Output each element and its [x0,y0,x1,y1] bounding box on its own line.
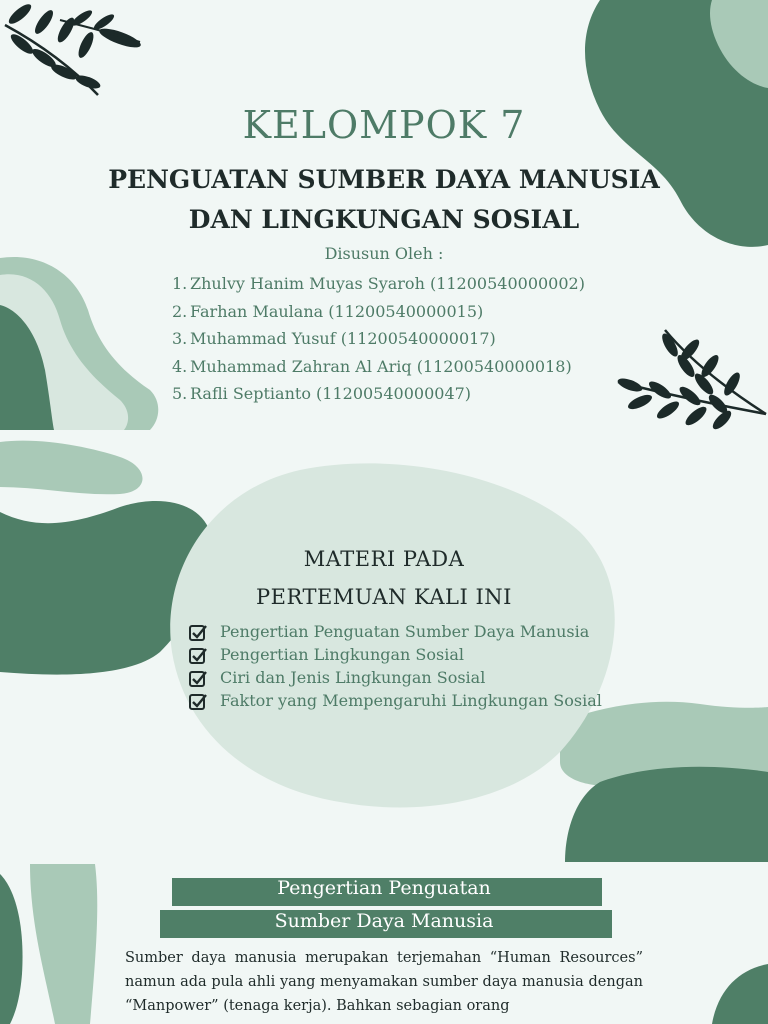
member-item [172,270,585,298]
subtitle-line-1: PENGUATAN SUMBER DAYA MANUSIA [108,165,660,194]
member-number: 1. [172,274,188,293]
member-name: Muhammad Zahran Al Ariq (11200540000018) [190,356,572,376]
heading-line-2: PERTEMUAN KALI INI [256,585,512,609]
section-title-line-2: Sumber Daya Manusia [274,910,494,932]
leaf-branch-icon-right [616,330,766,430]
topic-label: Ciri dan Jenis Lingkungan Sosial [220,668,486,687]
member-list [172,270,585,408]
topic-label: Faktor yang Mempengaruhi Lingkungan Sosial [220,691,602,710]
member-number: 2. [172,301,188,321]
section-heading [0,540,768,616]
byline: Disusun Oleh : [324,244,444,263]
slide-pengertian [0,864,768,1024]
checkbox-checked-icon [188,669,208,689]
slide-materi [0,432,768,862]
topic-item [188,643,610,667]
subtitle-line-2: DAN LINGKUNGAN SOSIAL [188,205,580,234]
body-paragraph: Sumber daya manusia merupakan terjemahan “Human Resources” namun ada pula ahli yang menyamakan sumber daya manusia dengan “Manpower” (tenaga kerja). Bahkan sebagian orang [125,950,643,1014]
section-title-line-1: Pengertian Penguatan [277,877,491,899]
topic-label: Pengertian Penguatan Sumber Daya Manusia [220,622,590,641]
member-item [172,353,585,381]
member-item [172,325,585,353]
member-name: Rafli Septianto (11200540000047) [190,384,472,403]
topic-item [188,689,610,713]
member-number: 3. [172,329,188,348]
blob-right-dark [712,964,768,1024]
member-number: 5. [172,384,188,403]
member-name: Muhammad Yusuf (11200540000017) [190,329,496,348]
leaf-branch-icon-top-left [5,1,143,95]
member-name: Farhan Maulana (11200540000015) [190,301,484,321]
member-number: 4. [172,356,188,376]
slide-cover [0,0,768,430]
checkbox-checked-icon [188,623,208,643]
topic-item [188,666,610,690]
document-subtitle [0,160,768,240]
page-title: KELOMPOK 7 [242,103,526,147]
checkbox-checked-icon [188,692,208,712]
heading-line-1: MATERI PADA [303,547,465,571]
member-item [172,298,585,326]
blob-left-light [0,441,143,495]
member-name: Zhulvy Hanim Muyas Syaroh (11200540000002) [190,274,585,293]
member-item [172,380,585,408]
checkbox-checked-icon [188,646,208,666]
topic-list [188,620,610,712]
topic-label: Pengertian Lingkungan Sosial [220,645,464,664]
topic-item [188,620,610,644]
